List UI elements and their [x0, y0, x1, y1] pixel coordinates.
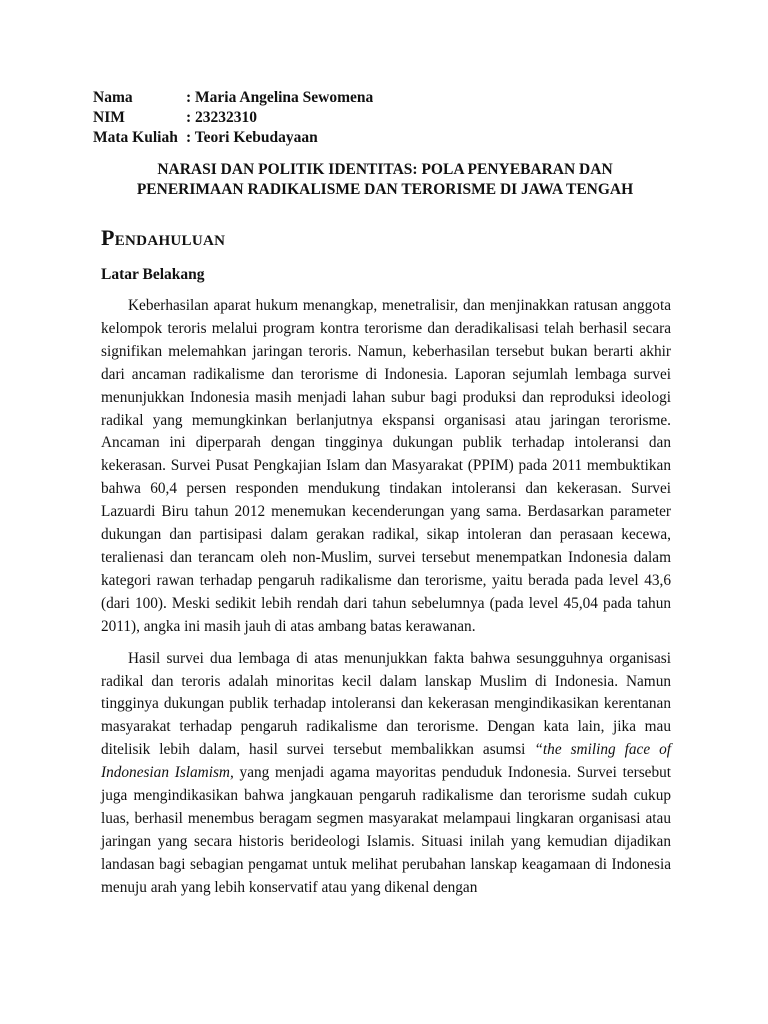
- section-heading-initial: P: [101, 225, 115, 250]
- nama-value: : Maria Angelina Sewomena: [186, 89, 374, 106]
- body-text: [101, 295, 671, 900]
- paragraph-2-part-2: yang menjadi agama mayoritas penduduk Indonesia. Survei tersebut juga mengindikasikan bahwa jangkauan pengaruh radikalisme dan terorisme sudah cukup luas, berhasil menembus beragam segmen masyarakat melampaui lingkaran organisasi atau jaringan yang secara historis berideologi Islamis. Situasi inilah yang kemudian dijadikan landasan bagi sebagian pengamat untuk melihat perubahan lanskap keagamaan di Indonesia menuju arah yang lebih konservatif atau yang dikenal dengan: [101, 764, 671, 896]
- subheading: Latar Belakang: [101, 266, 205, 283]
- document-title: [90, 160, 680, 200]
- title-line-1: NARASI DAN POLITIK IDENTITAS: POLA PENYEBARAN DAN: [157, 161, 613, 178]
- nama-label: Nama: [93, 89, 133, 106]
- paragraph-2: [101, 648, 671, 900]
- nim-label: NIM: [93, 109, 125, 126]
- paragraph-2-italic-quote: “the smiling face of Indonesian Islamism,: [101, 741, 671, 782]
- title-line-2: PENERIMAAN RADIKALISME DAN TERORISME DI JAWA TENGAH: [136, 181, 634, 198]
- mata-kuliah-label: Mata Kuliah: [93, 129, 178, 146]
- student-info: [93, 88, 373, 148]
- paragraph-2-part-1: Hasil survei dua lembaga di atas menunjukkan fakta bahwa sesungguhnya organisasi radikal dan teroris adalah minoritas kecil dalam lanskap Muslim di Indonesia. Namun tingginya dukungan publik terhadap intoleransi dan kekerasan mengindikasikan kerentanan masyarakat terhadap pengaruh radikalisme dan terorisme. Dengan kata lain, jika mau ditelisik lebih dalam, hasil survei tersebut membalikkan asumsi: [101, 649, 671, 759]
- nim-row: [93, 108, 373, 128]
- section-heading: [101, 224, 225, 255]
- mata-kuliah-value: : Teori Kebudayaan: [186, 129, 318, 146]
- section-heading-rest: ENDAHULUAN: [114, 233, 226, 249]
- paragraph-1: Keberhasilan aparat hukum menangkap, menetralisir, dan menjinakkan ratusan anggota kelompok teroris melalui program kontra terorisme dan deradikalisasi telah berhasil secara signifikan melemahkan jaringan teroris. Namun, keberhasilan tersebut bukan berarti akhir dari ancaman radikalisme dan terorisme di Indonesia. Laporan sejumlah lembaga survei menunjukkan Indonesia masih menjadi lahan subur bagi produksi dan reproduksi ideologi radikal yang memungkinkan berlanjutnya ekspansi organisasi atau jaringan terorisme. Ancaman ini diperparah dengan tingginya dukungan publik terhadap intoleransi dan kekerasan. Survei Pusat Pengkajian Islam dan Masyarakat (PPIM) pada 2011 membuktikan bahwa 60,4 persen responden mendukung tindakan intoleransi dan kekerasan. Survei Lazuardi Biru tahun 2012 menemukan kecenderungan yang sama. Berdasarkan parameter dukungan dan partisipasi dalam gerakan radikal, sikap intoleran dan perasaan kecewa, teralienasi dan terancam oleh non-Muslim, survei tersebut menempatkan Indonesia dalam kategori rawan terhadap pengaruh radikalisme dan terorisme, yaitu berada pada level 43,6 (dari 100). Meski sedikit lebih rendah dari tahun sebelumnya (pada level 45,04 pada tahun 2011), angka ini masih jauh di atas ambang batas kerawanan.: [101, 297, 671, 635]
- mata-kuliah-row: [93, 128, 373, 148]
- nama-row: [93, 88, 373, 108]
- nim-value: : 23232310: [186, 109, 258, 126]
